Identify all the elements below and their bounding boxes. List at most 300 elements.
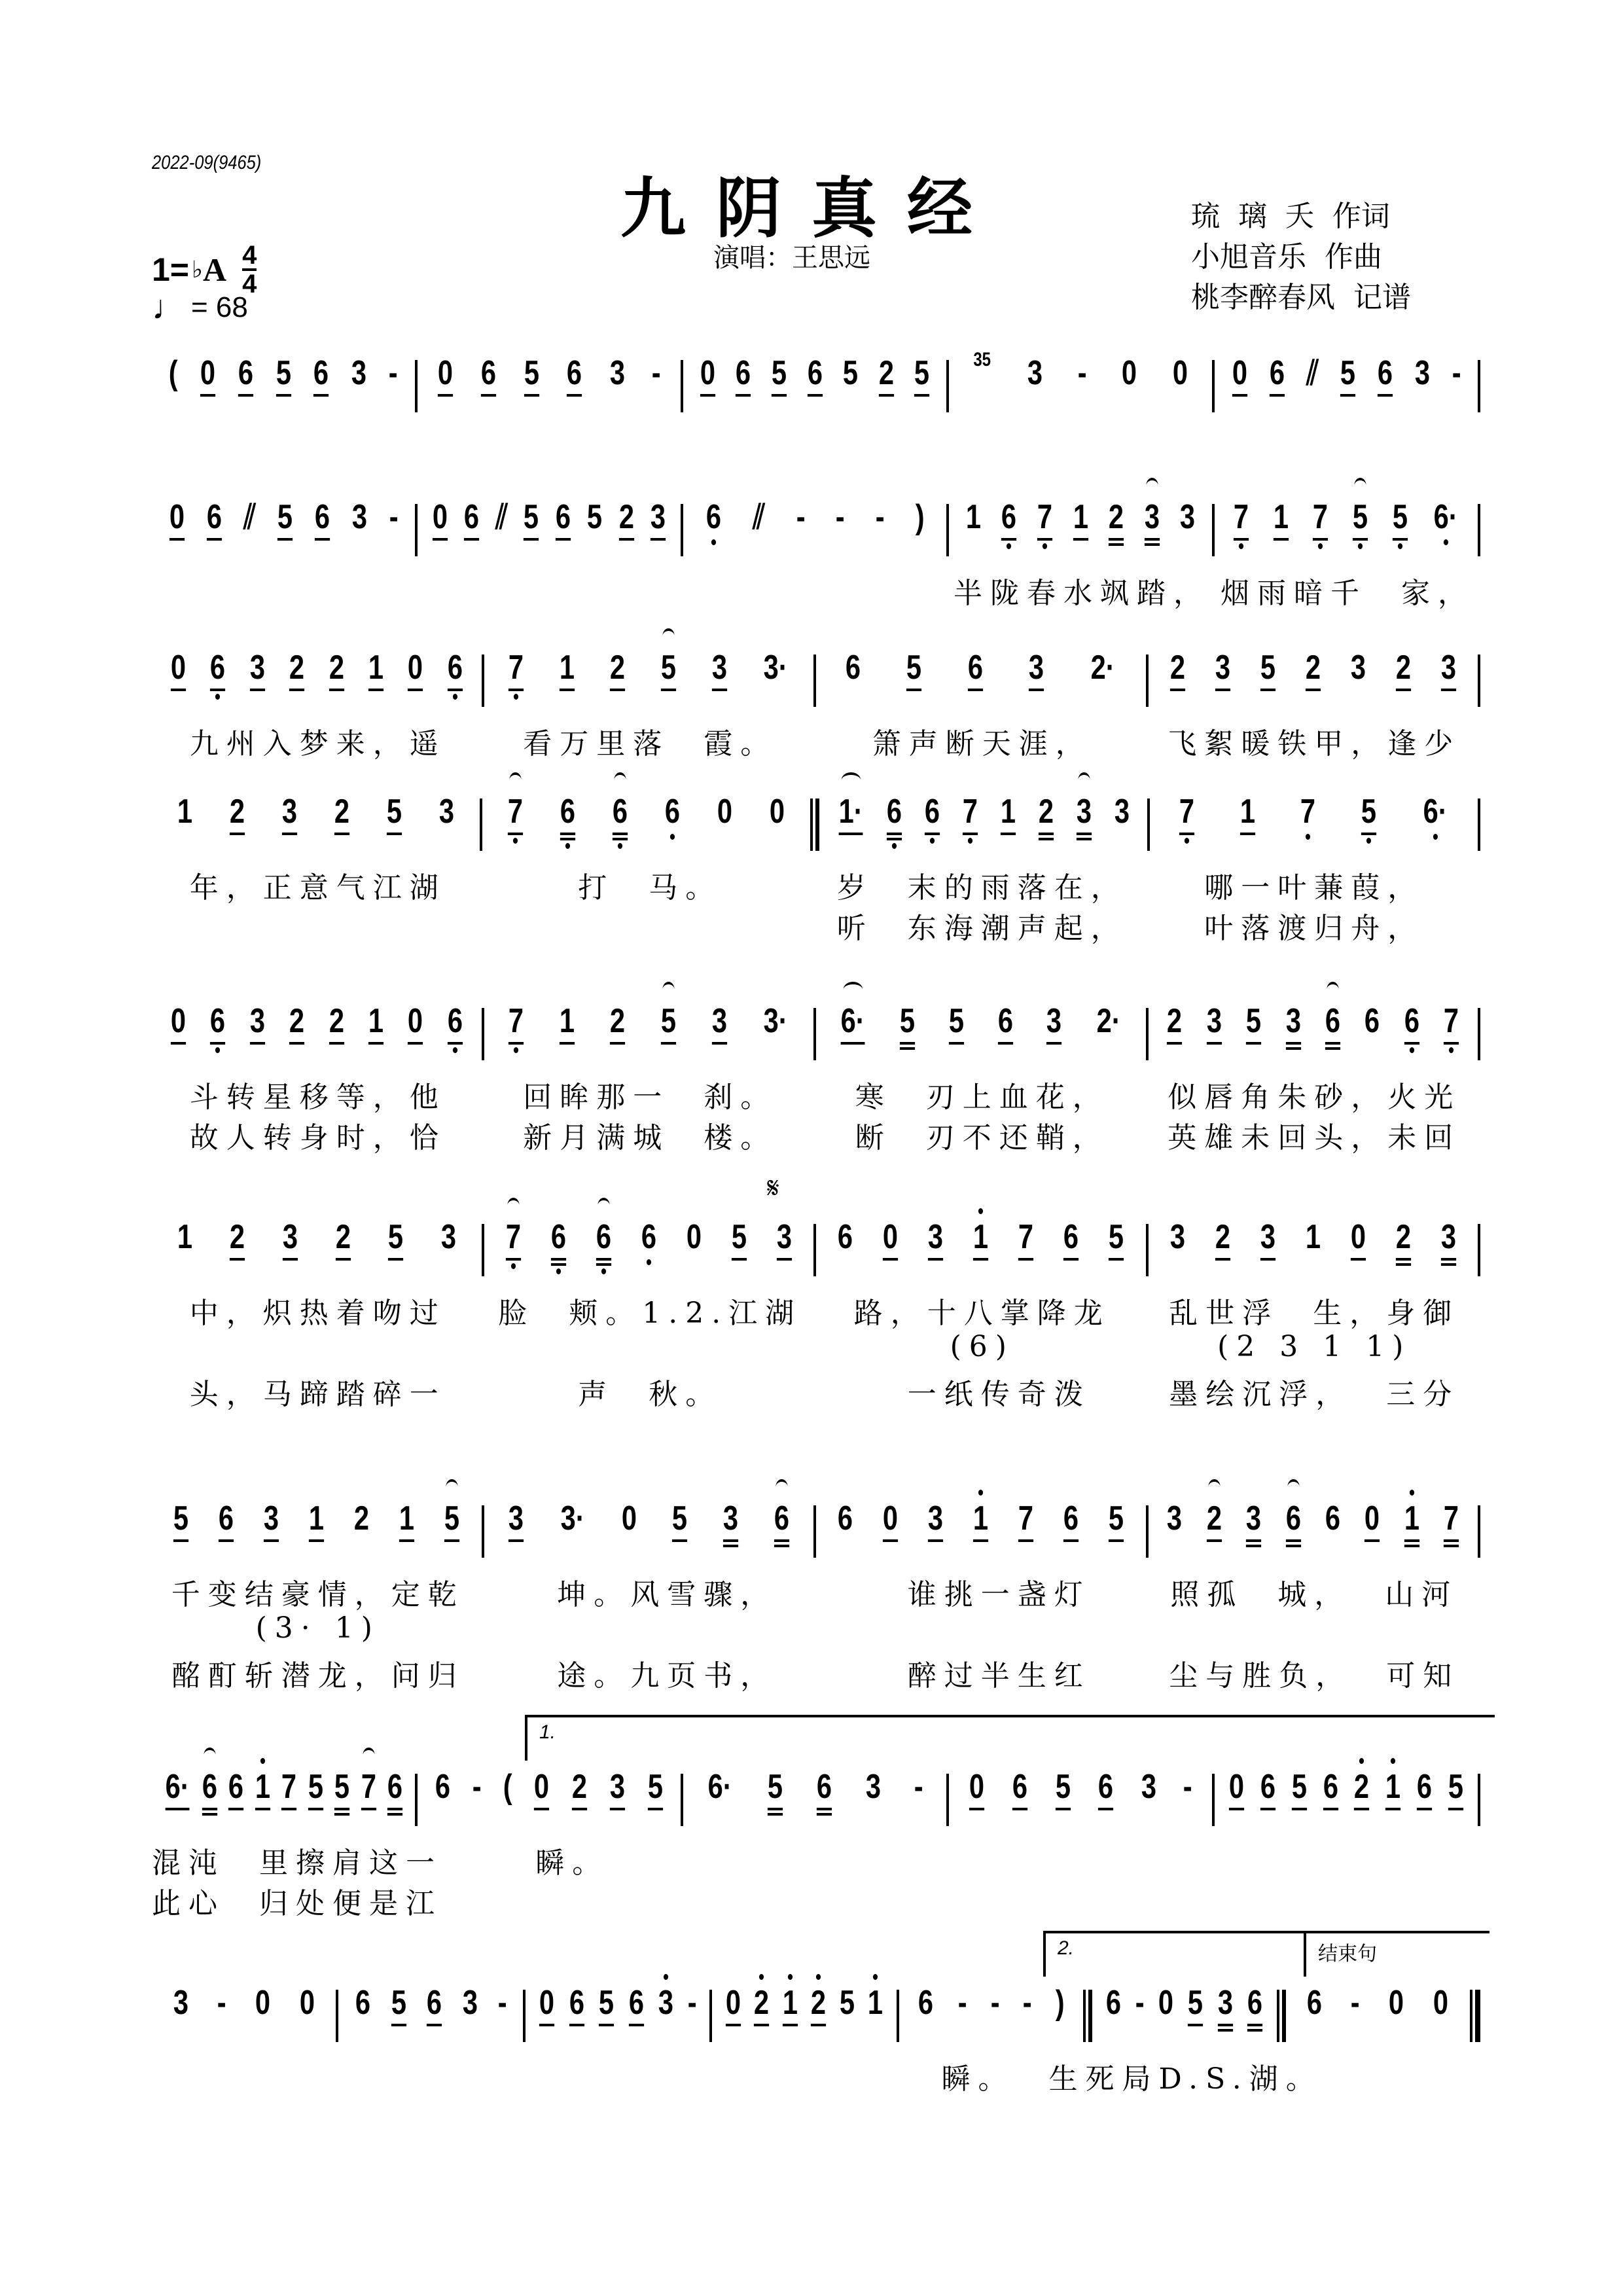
note	[1285, 1001, 1300, 1067]
staff-system	[152, 497, 1480, 610]
note-digit: 1	[368, 649, 383, 687]
lyric-segment	[310, 2055, 467, 2096]
high-octave-dot-icon	[874, 1974, 878, 1980]
note-digit: 2	[289, 649, 305, 687]
underline-beam	[567, 394, 582, 397]
note	[1109, 1499, 1124, 1564]
note-digit: 7	[361, 1768, 376, 1806]
lyrics-verse-1	[152, 2055, 1480, 2096]
measure	[683, 353, 946, 425]
note	[173, 1499, 188, 1564]
lyric-segment: 半陇春水飒踏，	[954, 577, 1210, 610]
underline-beam	[1351, 1258, 1366, 1261]
underline-beam	[1063, 1539, 1079, 1542]
note-digit: 0	[299, 1984, 315, 2022]
measure	[152, 353, 415, 425]
note	[712, 1001, 727, 1067]
note-digit: 5	[731, 1218, 747, 1256]
note	[1285, 1499, 1300, 1564]
note-digit: 1	[559, 1002, 575, 1040]
note-digit: 0	[969, 1768, 985, 1806]
underline-beam	[1393, 538, 1408, 541]
note	[687, 1983, 696, 2049]
note-digit: 7	[505, 1218, 521, 1256]
low-octave-dot-icon	[512, 838, 517, 844]
note-digit: 2	[754, 1984, 770, 2022]
underline-beam	[596, 1263, 611, 1266]
slur-icon	[363, 1748, 375, 1763]
underline-beam	[551, 1263, 566, 1266]
note-digit: 3	[609, 354, 625, 392]
note	[1234, 497, 1249, 563]
underline-beam	[973, 1258, 988, 1261]
note	[700, 353, 715, 419]
note	[706, 497, 721, 563]
note	[916, 497, 925, 563]
note	[329, 648, 344, 713]
measure	[899, 1983, 1083, 2055]
note-digit: 3	[1246, 1499, 1262, 1537]
underline-beam	[1001, 833, 1016, 835]
note-digit: 6	[1106, 1984, 1122, 2022]
note-digit: 2	[335, 1218, 351, 1256]
note	[807, 353, 822, 419]
note	[177, 1217, 192, 1283]
measures-row	[152, 1983, 1480, 2055]
note	[723, 1499, 738, 1564]
measure	[816, 1499, 1146, 1571]
note	[587, 497, 602, 563]
note-digit: 6	[641, 1218, 656, 1256]
underline-beam	[277, 538, 293, 541]
note-digit: 3	[1180, 498, 1196, 536]
underline-beam	[1039, 833, 1054, 835]
underline-beam	[968, 689, 983, 691]
staff-system	[152, 1937, 1480, 2096]
note-digit: 5	[1055, 1768, 1071, 1806]
underline-beam	[387, 1808, 402, 1810]
note-digit: 6	[886, 793, 902, 831]
high-octave-dot-icon	[979, 1208, 984, 1214]
underline-beam	[883, 1539, 898, 1542]
underline-beam	[289, 1042, 304, 1045]
note-digit: 5	[660, 1002, 676, 1040]
lyric-segment: 烟雨暗千 家，	[1221, 577, 1474, 610]
slur-icon	[776, 1479, 788, 1495]
note	[399, 1499, 414, 1564]
key-note: A	[203, 251, 227, 288]
note	[1207, 1499, 1222, 1564]
underline-beam	[1063, 1258, 1079, 1261]
note	[524, 497, 539, 563]
note-digit: 7	[507, 793, 523, 831]
note	[753, 497, 765, 563]
underline-beam	[1145, 538, 1160, 541]
note-digit: 2	[230, 1218, 245, 1256]
note-digit: 1	[868, 1984, 883, 2022]
low-octave-dot-icon	[1449, 1047, 1454, 1053]
note-digit: 5	[388, 1218, 404, 1256]
slur-icon	[204, 1748, 216, 1763]
measure	[484, 1001, 814, 1073]
note	[503, 1767, 512, 1833]
note-digit: 6·	[165, 1768, 190, 1806]
note-digit: 0	[725, 1984, 741, 2022]
note	[610, 1001, 625, 1067]
note-digit: 1	[965, 498, 981, 536]
underline-beam	[838, 833, 863, 835]
slur-icon	[1327, 982, 1339, 997]
underline-beam	[427, 2024, 442, 2026]
underline-beam	[817, 1808, 832, 1810]
coda-bracket: 结束句	[1304, 1931, 1489, 1977]
note-digit: 6	[1325, 1499, 1341, 1537]
lyric-segment: 混沌 里擦肩这一	[152, 1846, 442, 1880]
low-octave-dot-icon	[670, 834, 675, 840]
singer-credit: 演唱：王思远	[713, 243, 870, 273]
note-digit: -	[990, 1984, 1000, 2022]
lyric-segment: 寒 刃上血花，	[855, 1081, 1109, 1114]
barline	[1478, 1224, 1480, 1276]
slur-icon	[1078, 772, 1090, 788]
underline-beam	[207, 538, 222, 541]
lyric-segment: 照孤 城， 山河	[1170, 1578, 1459, 1611]
note	[866, 1767, 881, 1833]
note	[569, 1983, 584, 2049]
note	[255, 1983, 270, 2049]
underline-beam	[255, 1808, 270, 1810]
measure	[816, 648, 1146, 720]
measure	[1215, 353, 1478, 425]
note	[1270, 353, 1285, 419]
note-digit: 6	[967, 649, 983, 687]
measure	[816, 1217, 1146, 1289]
note-digit: 6	[1001, 498, 1017, 536]
measure	[152, 1499, 482, 1571]
note-digit: ⫽	[1306, 354, 1319, 392]
underline-beam	[1306, 689, 1321, 691]
underline-beam	[610, 1808, 625, 1810]
note-digit: 5	[672, 1499, 688, 1537]
underline-beam	[1037, 538, 1052, 541]
underline-beam	[1246, 1042, 1261, 1045]
underline-beam	[1404, 1042, 1419, 1045]
underline-beam	[772, 394, 787, 397]
note	[435, 1767, 450, 1833]
underline-beam	[651, 538, 666, 541]
note-digit: 3	[651, 498, 666, 536]
note	[599, 1983, 614, 2049]
note-digit: 1	[1073, 498, 1088, 536]
note	[1354, 1767, 1369, 1833]
note-digit: 6	[555, 498, 571, 536]
lyric-segment: 声 秋。	[578, 1378, 722, 1411]
note	[1385, 1767, 1400, 1833]
lyric-segment: 瞬。	[535, 1846, 609, 1880]
note-digit: 2	[1169, 649, 1185, 687]
underline-beam	[1240, 833, 1255, 835]
note-digit: 6	[387, 1768, 403, 1806]
note-digit: 0	[883, 1218, 899, 1256]
high-octave-dot-icon	[759, 1974, 764, 1980]
underline-beam	[219, 1539, 234, 1542]
underline-beam	[313, 394, 329, 397]
underline-beam	[613, 838, 628, 840]
lyric-segment: 千变结豪情，定乾	[171, 1578, 465, 1611]
note	[329, 1001, 344, 1067]
lyric-segment: 打 马。	[578, 871, 722, 905]
lyric-segment	[152, 1330, 484, 1371]
note-digit: 0	[621, 1499, 637, 1537]
underline-beam	[1179, 833, 1194, 835]
note	[313, 353, 329, 419]
underline-beam	[1396, 1263, 1411, 1266]
note-digit: 6	[219, 1499, 234, 1537]
note-digit: 3	[1144, 498, 1160, 536]
note	[968, 648, 983, 713]
note-digit: 6	[612, 793, 628, 831]
note-digit: 1·	[838, 793, 863, 831]
note-digit: 3	[1076, 793, 1092, 831]
note	[957, 1983, 967, 2049]
note	[764, 648, 788, 713]
underline-beam	[736, 394, 751, 397]
note	[238, 353, 253, 419]
document-id: 2022-09(9465)	[152, 152, 262, 173]
underline-beam	[774, 1545, 789, 1547]
note	[308, 1767, 323, 1833]
slur-icon	[446, 1479, 459, 1495]
note	[1179, 792, 1194, 857]
note-digit: 6	[464, 498, 480, 536]
low-octave-dot-icon	[1318, 543, 1323, 549]
barline	[1470, 1990, 1480, 2042]
staff-system	[152, 648, 1480, 761]
note	[481, 353, 496, 419]
note	[1323, 1767, 1338, 1833]
underline-beam	[1169, 689, 1185, 691]
underline-beam	[1417, 1808, 1432, 1810]
underline-beam	[841, 1042, 865, 1045]
underline-beam	[1353, 538, 1368, 541]
note-digit: 5	[444, 1499, 460, 1537]
underline-beam	[551, 1258, 566, 1261]
note	[846, 648, 861, 713]
measure	[1149, 1217, 1478, 1289]
measure	[484, 1499, 814, 1571]
underline-beam	[1232, 394, 1247, 397]
tempo-value: = 68	[191, 291, 248, 323]
lyric-segment	[484, 1330, 817, 1371]
underline-beam	[1340, 394, 1355, 397]
underline-beam	[238, 394, 253, 397]
slur-icon	[1146, 478, 1158, 493]
note-digit: 1	[368, 1002, 383, 1040]
lyric-segment: 故人转身时，恰	[189, 1121, 446, 1155]
note-digit: 6	[1404, 1002, 1419, 1040]
note-digit: 6	[1307, 1984, 1323, 2022]
note	[361, 1767, 376, 1833]
lyric-segment: 年，正意气江湖	[189, 871, 446, 905]
slur-icon	[614, 772, 626, 788]
note	[610, 648, 625, 713]
note	[1417, 1767, 1432, 1833]
underline-beam	[171, 689, 186, 691]
note-digit: 5	[587, 498, 603, 536]
note-digit: 1	[309, 1499, 325, 1537]
note-digit: 7	[281, 1768, 297, 1806]
note-digit: (	[169, 354, 179, 392]
note	[1404, 1001, 1419, 1067]
song-title: 九阴真经	[620, 170, 1003, 247]
note	[754, 1983, 769, 2049]
underline-beam	[387, 1813, 402, 1816]
note-digit: 5	[308, 1768, 323, 1806]
note-digit: 6	[807, 354, 823, 392]
underline-beam	[448, 1042, 463, 1045]
note-digit: 1	[1273, 498, 1289, 536]
lyric-segment: 酩酊斩潜龙，问归	[171, 1659, 465, 1693]
note	[560, 792, 575, 857]
note-digit: 0	[170, 1002, 186, 1040]
underline-beam	[508, 1042, 524, 1045]
note	[173, 1983, 188, 2049]
note	[712, 648, 727, 713]
note	[1229, 1767, 1244, 1833]
low-octave-dot-icon	[510, 1263, 515, 1269]
underline-beam	[505, 1258, 520, 1261]
underline-beam	[1325, 1042, 1340, 1045]
note	[1183, 1767, 1192, 1833]
note	[998, 1001, 1013, 1067]
note-digit: 6	[774, 1499, 789, 1537]
underline-beam	[210, 1042, 225, 1045]
note	[661, 1001, 676, 1067]
underline-beam	[774, 1539, 789, 1542]
note	[610, 1767, 625, 1833]
note-digit: 7	[962, 793, 978, 831]
underline-beam	[1246, 1545, 1261, 1547]
measure	[819, 792, 1147, 864]
note-digit: 5	[391, 1984, 406, 2022]
underline-beam	[1274, 538, 1289, 541]
note	[463, 1983, 478, 2049]
note	[448, 648, 463, 713]
lyric-segment: 头，马蹄踏碎一	[189, 1378, 446, 1411]
note	[629, 1983, 644, 2049]
underline-beam	[661, 1042, 676, 1045]
note	[219, 1499, 234, 1564]
underline-beam	[1207, 1042, 1222, 1045]
note	[1055, 1767, 1070, 1833]
note	[1097, 1001, 1121, 1067]
note	[1423, 792, 1447, 857]
note	[567, 353, 582, 419]
note-digit: 3	[1141, 1768, 1156, 1806]
note	[876, 497, 885, 563]
note-digit: )	[915, 498, 925, 536]
lyric-segment: 九州入梦来，遥	[189, 727, 446, 761]
note	[508, 1499, 524, 1564]
note-digit: -	[1135, 1984, 1145, 2022]
note-digit: 1	[1404, 1499, 1419, 1537]
low-octave-dot-icon	[514, 1047, 518, 1053]
measure	[1215, 497, 1478, 569]
staff-system	[152, 1499, 1480, 1693]
note	[202, 1767, 217, 1833]
underline-beam	[629, 2024, 644, 2026]
underline-beam	[613, 833, 628, 835]
measure	[482, 792, 810, 864]
note-digit: 5	[173, 1499, 189, 1537]
underline-beam	[883, 1258, 898, 1261]
underline-beam	[1313, 538, 1328, 541]
note	[230, 1217, 245, 1283]
note-digit: 0	[432, 498, 448, 536]
underline-beam	[508, 689, 524, 691]
underline-beam	[1285, 1047, 1300, 1050]
low-octave-dot-icon	[556, 1268, 560, 1274]
note	[210, 1001, 225, 1067]
underline-beam	[1109, 1539, 1124, 1542]
lyric-segment	[1323, 2055, 1480, 2096]
barline	[810, 798, 819, 851]
note-digit: 3	[928, 1499, 944, 1537]
lyric-segment: 乱世浮 生，身御	[1169, 1297, 1460, 1330]
measure	[712, 1983, 896, 2055]
note	[210, 648, 225, 713]
lyric-segment	[702, 1880, 961, 1920]
note-digit: 3	[1028, 649, 1044, 687]
note-digit: 0	[200, 354, 215, 392]
note-digit: 1	[782, 1984, 798, 2022]
note-digit: 3	[1027, 354, 1043, 392]
underline-beam	[1441, 1258, 1456, 1261]
lyric-segment: (3· 1)	[255, 1611, 380, 1645]
note-digit: 6	[596, 1218, 611, 1256]
lyrics-verse-2	[152, 1652, 1480, 1693]
underline-beam	[928, 1539, 943, 1542]
underline-beam	[289, 689, 304, 691]
flat-icon: ♭	[192, 256, 203, 283]
note-digit: 0	[1158, 1984, 1173, 2022]
note-digit: 1	[973, 1218, 989, 1256]
note	[1325, 1499, 1340, 1564]
underline-beam	[900, 1042, 915, 1045]
high-octave-dot-icon	[788, 1974, 793, 1980]
underline-beam	[539, 2024, 554, 2026]
note-digit: 1	[177, 793, 192, 831]
lyric-segment	[418, 569, 683, 610]
note-digit: -	[914, 1768, 924, 1806]
note	[389, 353, 398, 419]
note	[289, 1001, 304, 1067]
underline-beam	[1404, 1545, 1419, 1547]
underline-beam	[1109, 543, 1124, 546]
note	[796, 497, 805, 563]
note	[281, 1767, 296, 1833]
underline-beam	[508, 833, 523, 835]
note	[1292, 1767, 1307, 1833]
note	[658, 1983, 673, 2049]
underline-beam	[887, 838, 902, 840]
note	[652, 353, 661, 419]
note-digit: 5	[914, 354, 930, 392]
note-digit: 6	[435, 1768, 451, 1806]
measures-row	[152, 1767, 1480, 1839]
note-digit: 6	[1364, 1002, 1380, 1040]
note	[169, 497, 185, 563]
